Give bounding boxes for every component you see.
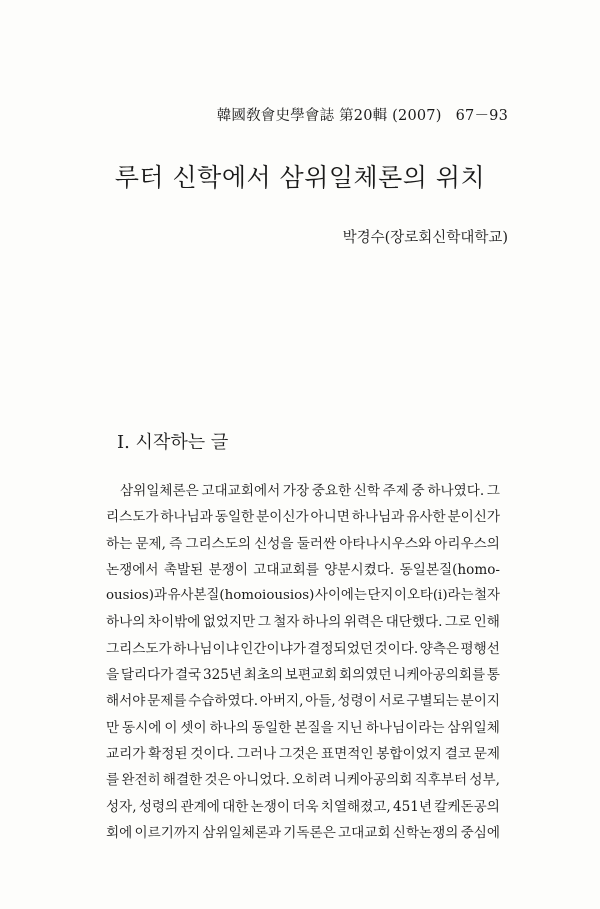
text-line: ousios)과 유사본질(homoiousios) 사이에는 단지 이오타(i)라는 철자 xyxy=(106,588,500,604)
journal-name: 韓國敎會史學會誌 第20輯 (2007) xyxy=(216,108,442,124)
text-line: 회에 이르기까지 삼위일체론과 기독론은 고대교회 신학논쟁의 중심에 xyxy=(106,824,500,841)
text-line: 해서야 문제를 수습하였다. 아버지, 아들, 성령이 서로 구별되는 분이지 xyxy=(106,693,500,710)
text-line: 을 달리다가 결국 325년 최초의 보편교회 회의였던 니케아공의회를 통 xyxy=(106,667,500,684)
text-line: 를 완전히 해결한 것은 아니었다. 오히려 니케아공의회 직후부터 성부, xyxy=(106,772,500,789)
text-line: 성자, 성령의 관계에 대한 논쟁이 더욱 치열해졌고, 451년 칼케돈공의 xyxy=(106,798,500,815)
paper-title: 루터 신학에서 삼위일체론의 위치 xyxy=(114,163,486,192)
text-line: 삼위일체론은 고대교회에서 가장 중요한 신학 주제 중 하나였다. 그 xyxy=(120,483,500,499)
text-line: 교리가 확정된 것이다. 그러나 그것은 표면적인 봉합이었지 결코 문제 xyxy=(106,745,500,762)
author-affiliation: 박경수(장로회신학대학교) xyxy=(342,230,508,246)
page-range: 67－93 xyxy=(455,108,508,124)
section-heading: I. 시작하는 글 xyxy=(117,432,229,453)
text-line: 하나의 차이밖에 없었지만 그 철자 하나의 위력은 대단했다. 그로 인해 xyxy=(106,614,500,631)
text-line: 만 동시에 이 셋이 하나의 동일한 본질을 지닌 하나님이라는 삼위일체 xyxy=(106,719,500,736)
journal-header xyxy=(217,104,508,125)
text-line: 논쟁에서 촉발된 분쟁이 고대교회를 양분시켰다. 동일본질(homo- xyxy=(106,561,500,578)
text-line: 그리스도가 하나님이냐 인간이냐가 결정되었던 것이다. 양측은 평행선 xyxy=(106,640,500,657)
text-line: 리스도가 하나님과 동일한 분이신가 아니면 하나님과 유사한 분이신가 xyxy=(106,509,500,526)
body-paragraph xyxy=(106,478,500,846)
text-line: 하는 문제, 즉 그리스도의 신성을 둘러싼 아타나시우스와 아리우스의 xyxy=(106,535,500,552)
